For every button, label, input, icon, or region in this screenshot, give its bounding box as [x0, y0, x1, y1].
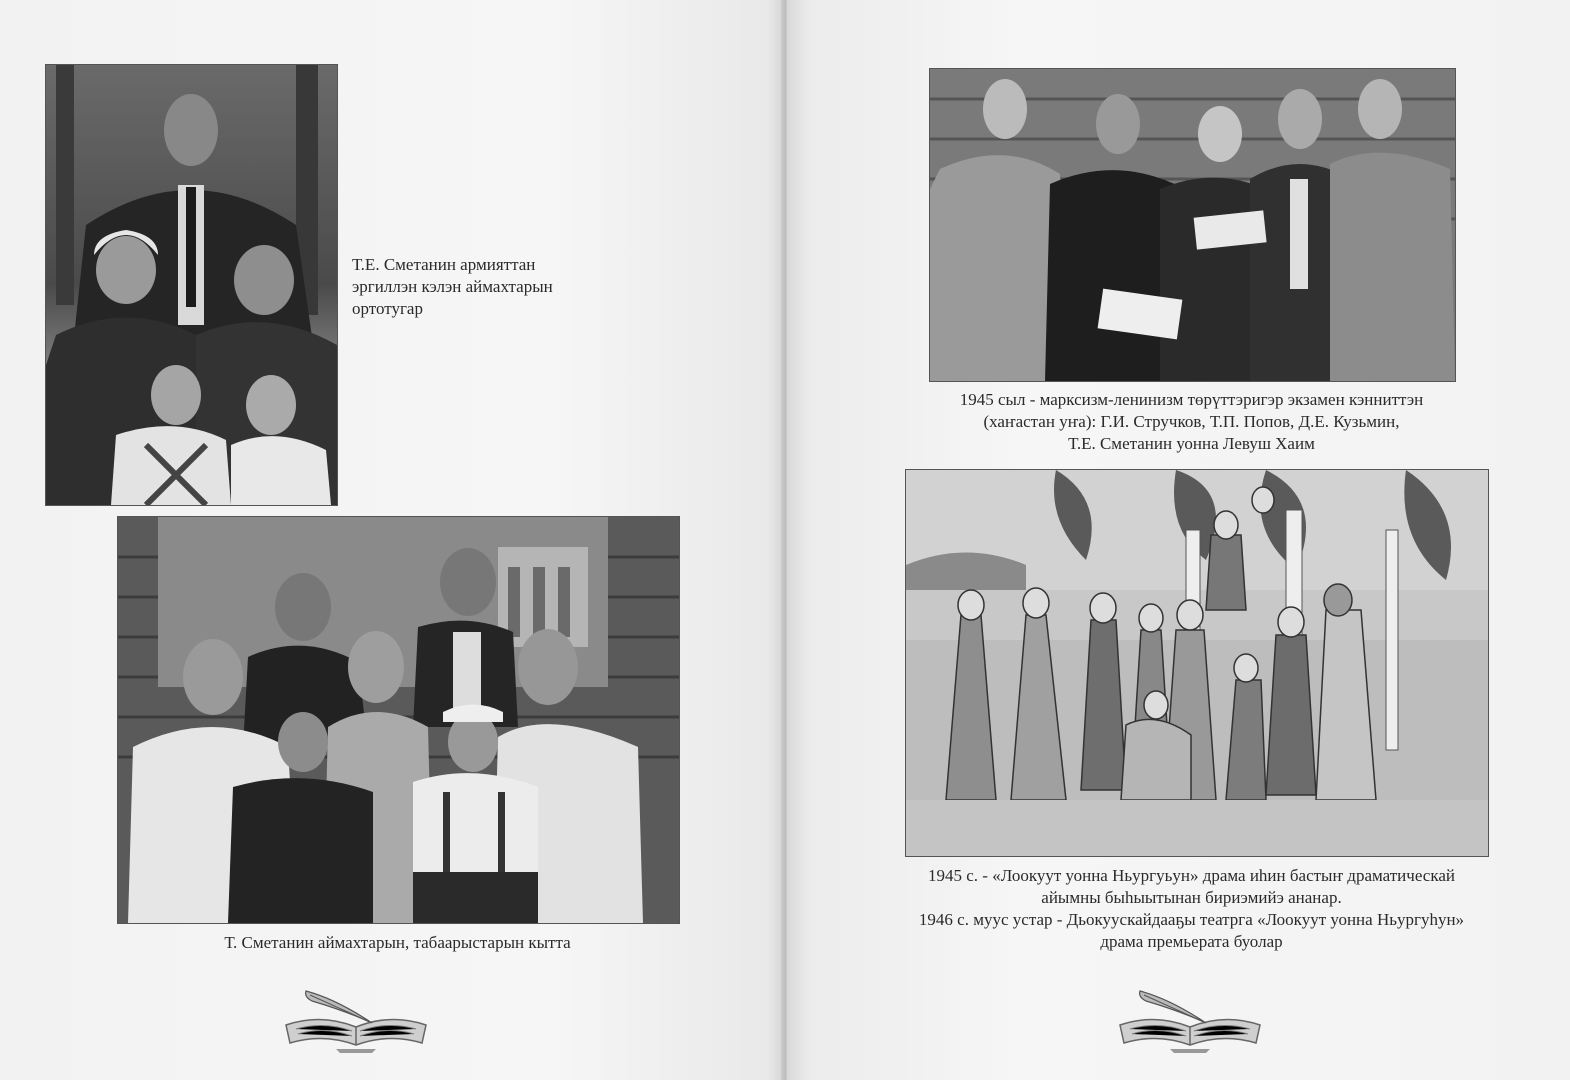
caption-line: 1946 с. муус устар - Дьокуускайдааҕы театрга «Лоокуут уонна Ньургуһун»	[918, 910, 1465, 929]
left-caption-2	[117, 932, 678, 954]
right-page	[787, 0, 1570, 1080]
caption-line: 1945 с. - «Лоокуут уонна Ньургуьун» драма иһин бастыҥ драматическай	[928, 866, 1455, 885]
family-portrait-photo	[45, 64, 338, 506]
caption-line: айымны быһыытынан бириэмийэ ананар.	[1041, 888, 1342, 907]
left-page	[0, 0, 783, 1080]
theatre-stage-scene-photo	[905, 469, 1489, 857]
open-book-quill-icon	[1110, 985, 1270, 1053]
left-caption-1	[352, 254, 682, 320]
caption-line: 1945 сыл - марксизм-ленинизм төрүттэригэр экзамен кэнниттэн	[959, 390, 1424, 409]
caption-line: Т.Е. Сметанин уонна Левуш Хаим	[1068, 434, 1315, 453]
family-group-photo	[117, 516, 680, 924]
caption-line: (хаҥастан уҥа): Г.И. Стручков, Т.П. Попов, Д.Е. Кузьмин,	[983, 412, 1400, 431]
group-of-men-photo	[929, 68, 1456, 382]
caption-line: эргиллэн кэлэн аймахтарын	[352, 277, 553, 296]
caption-line: Т.Е. Сметанин армияттан	[352, 255, 536, 274]
caption-line: ортотугар	[352, 299, 423, 318]
open-book-quill-icon	[276, 985, 436, 1053]
caption-line: Т. Сметанин аймахтарын, табаарыстарын кытта	[224, 933, 571, 952]
right-caption-2	[849, 865, 1534, 953]
caption-line: драма премьерата буолар	[1100, 932, 1283, 951]
right-caption-1	[879, 389, 1504, 455]
